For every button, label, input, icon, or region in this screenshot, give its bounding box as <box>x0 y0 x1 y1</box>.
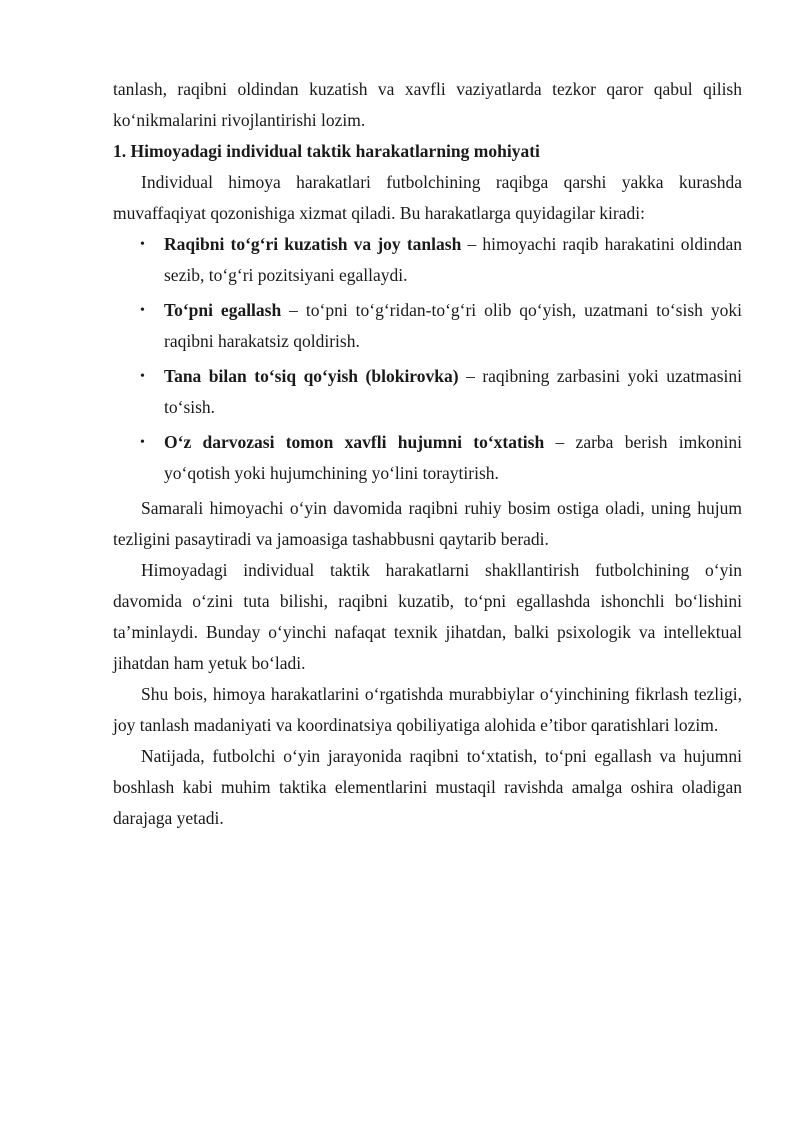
paragraph-3: Himoyadagi individual taktik harakatlarni shakllantirish futbolchining o‘yin davomida o‘zini tuta bilishi, raqibni kuzatib, to‘pni egallashda ishonchli bo‘lishini ta’minlaydi. Bunday o‘yinchi nafaqat texnik jihatdan, balki psixologik va intellektual jihatdan ham yetuk bo‘ladi. <box>113 560 742 673</box>
bullet-icon: • <box>140 237 145 252</box>
bullet-term: To‘pni egallash <box>164 300 282 320</box>
paragraph-1: Individual himoya harakatlari futbolchining raqibga qarshi yakka kurashda muvaffaqiyat qozonishiga xizmat qiladi. Bu harakatlarga quyidagilar kiradi: <box>113 172 742 223</box>
bullet-item-1 <box>113 229 742 291</box>
bullet-term: Raqibni to‘g‘ri kuzatish va joy tanlash <box>164 234 462 254</box>
bullet-term: O‘z darvozasi tomon xavfli hujumni to‘xtatish <box>164 432 545 452</box>
bullet-icon: • <box>140 435 145 450</box>
bullet-item-2 <box>113 295 742 357</box>
bullet-icon: • <box>140 369 145 384</box>
bullet-icon: • <box>140 303 145 318</box>
bullet-desc: – zarba berish imkonini yo‘qotish yoki hujumchining yo‘lini toraytirish. <box>164 432 742 483</box>
bullet-item-3 <box>113 361 742 423</box>
bullet-list <box>113 229 742 489</box>
paragraph-4: Shu bois, himoya harakatlarini o‘rgatishda murabbiylar o‘yinchining fikrlash tezligi, joy tanlash madaniyati va koordinatsiya qobiliyatiga alohida e’tibor qaratishlari lozim. <box>113 684 742 735</box>
bullet-desc: – raqibning zarbasini yoki uzatmasini to‘sish. <box>164 366 743 417</box>
bullet-term: Tana bilan to‘siq qo‘yish (blokirovka) <box>164 366 459 386</box>
paragraph-2: Samarali himoyachi o‘yin davomida raqibni ruhiy bosim ostiga oladi, uning hujum tezligini pasaytiradi va jamoasiga tashabbusni qaytarib beradi. <box>113 498 742 549</box>
bullet-item-4 <box>113 427 742 489</box>
bullet-desc: – to‘pni to‘g‘ridan-to‘g‘ri olib qo‘yish, uzatmani to‘sish yoki raqibni harakatsiz qoldirish. <box>164 300 742 351</box>
intro-paragraph: tanlash, raqibni oldindan kuzatish va xavfli vaziyatlarda tezkor qaror qabul qilish ko‘nikmalarini rivojlantirishi lozim. <box>113 79 742 130</box>
section-heading: 1. Himoyadagi individual taktik harakatlarning mohiyati <box>113 141 540 161</box>
document-page <box>113 74 742 834</box>
paragraph-5: Natijada, futbolchi o‘yin jarayonida raqibni to‘xtatish, to‘pni egallash va hujumni boshlash kabi muhim taktika elementlarini mustaqil ravishda amalga oshira oladigan darajaga yetadi. <box>113 746 742 828</box>
bullet-desc: – himoyachi raqib harakatini oldindan sezib, to‘g‘ri pozitsiyani egallaydi. <box>164 234 742 285</box>
